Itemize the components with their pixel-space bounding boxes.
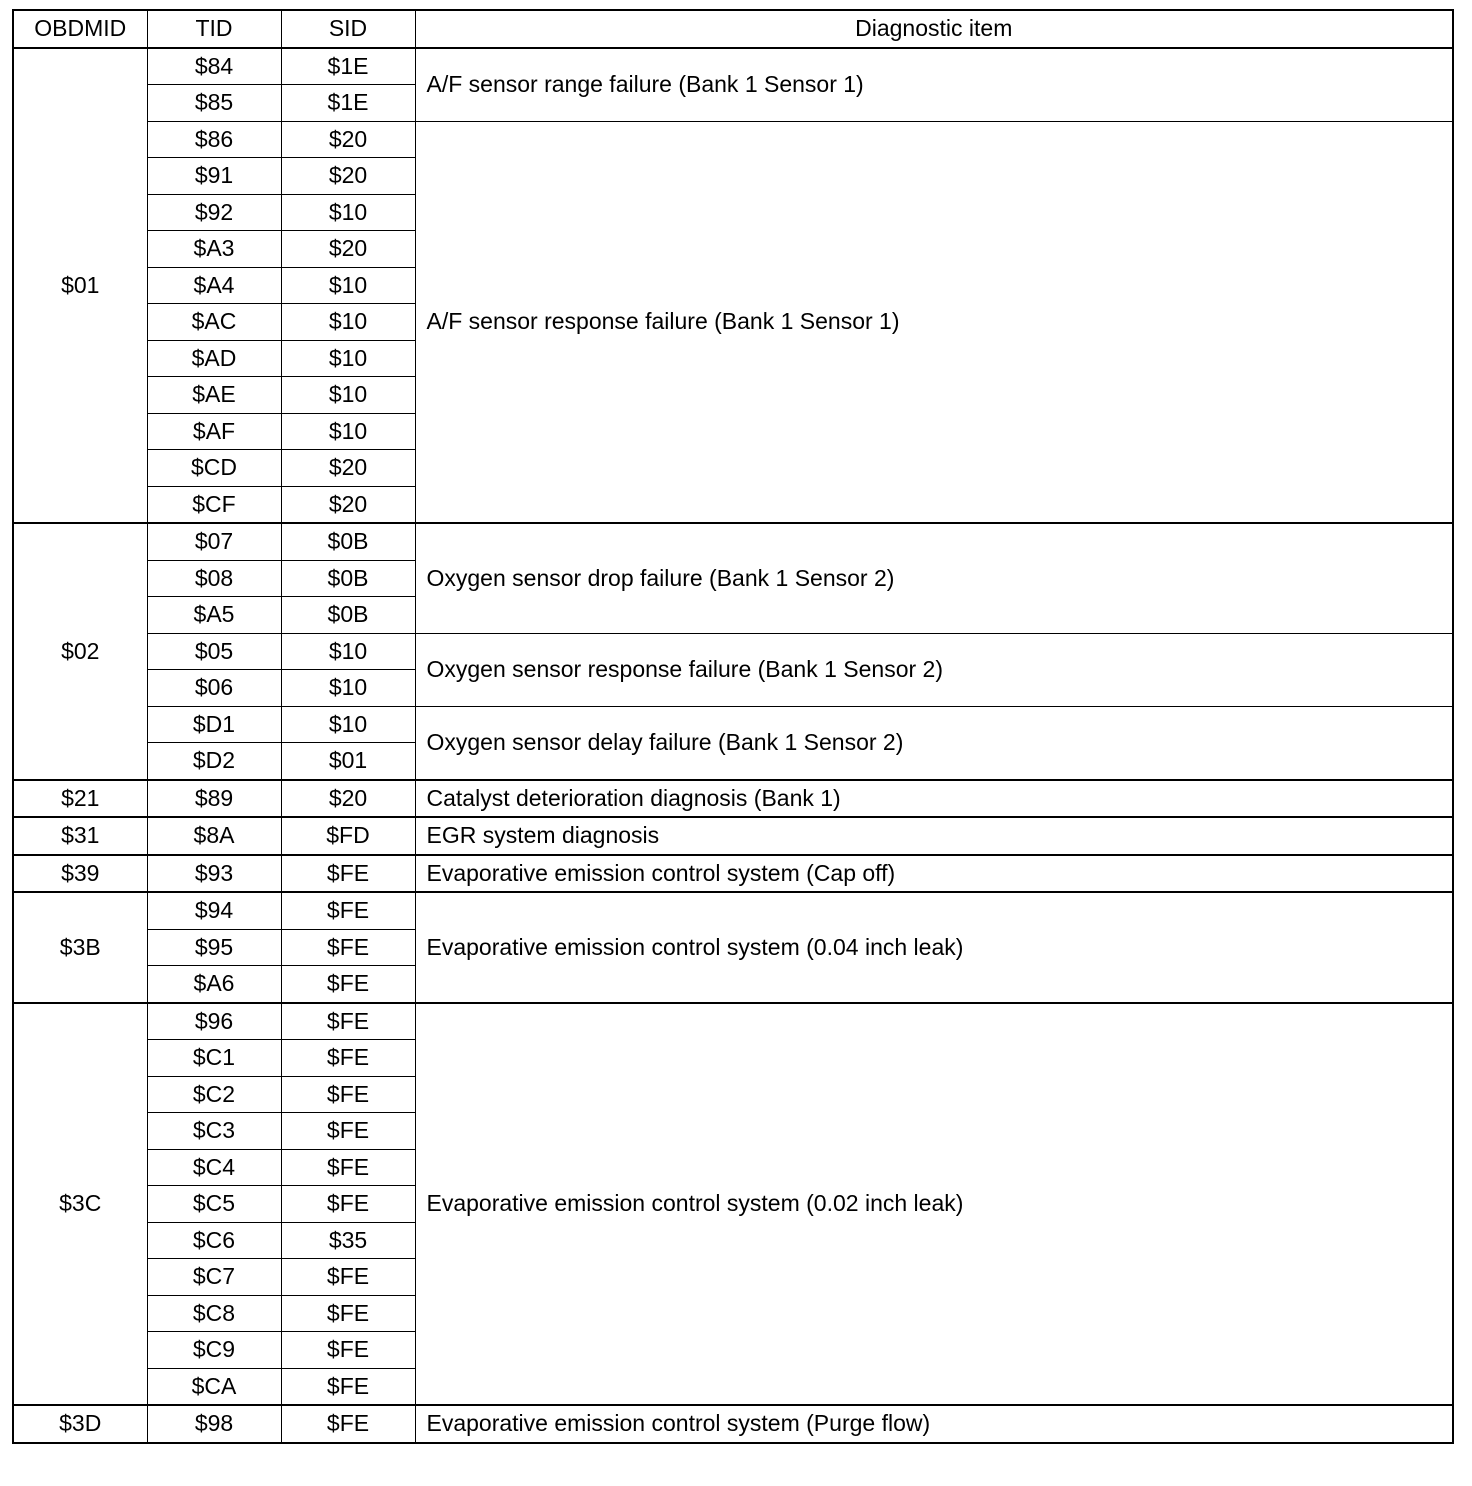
- diagnostic-item-cell: A/F sensor range failure (Bank 1 Sensor 1): [415, 48, 1453, 122]
- sid-cell: $10: [281, 706, 415, 743]
- table-row: [13, 523, 1453, 560]
- sid-cell: $FE: [281, 929, 415, 966]
- sid-cell: $10: [281, 194, 415, 231]
- sid-cell: $20: [281, 158, 415, 195]
- sid-cell: $20: [281, 450, 415, 487]
- sid-cell: $FE: [281, 1368, 415, 1405]
- tid-cell: $A3: [147, 231, 281, 268]
- sid-cell: $0B: [281, 597, 415, 634]
- sid-cell: $10: [281, 377, 415, 414]
- sid-cell: $1E: [281, 48, 415, 85]
- tid-cell: $C9: [147, 1332, 281, 1369]
- header-sid: SID: [281, 10, 415, 48]
- sid-cell: $FE: [281, 966, 415, 1003]
- tid-cell: $8A: [147, 817, 281, 855]
- table-row: [13, 1003, 1453, 1040]
- header-obdmid: OBDMID: [13, 10, 147, 48]
- obdmid-cell: $31: [13, 817, 147, 855]
- sid-cell: $0B: [281, 523, 415, 560]
- sid-cell: $10: [281, 633, 415, 670]
- tid-cell: $89: [147, 780, 281, 818]
- tid-cell: $AE: [147, 377, 281, 414]
- tid-cell: $07: [147, 523, 281, 560]
- tid-cell: $A5: [147, 597, 281, 634]
- table-row: [13, 892, 1453, 929]
- obdmid-cell: $3B: [13, 892, 147, 1003]
- tid-cell: $C3: [147, 1113, 281, 1150]
- sid-cell: $FE: [281, 1113, 415, 1150]
- tid-cell: $A6: [147, 966, 281, 1003]
- tid-cell: $CD: [147, 450, 281, 487]
- tid-cell: $96: [147, 1003, 281, 1040]
- diagnostic-item-cell: Evaporative emission control system (Cap off): [415, 855, 1453, 893]
- sid-cell: $10: [281, 413, 415, 450]
- diagnostic-item-cell: Evaporative emission control system (0.04 inch leak): [415, 892, 1453, 1003]
- tid-cell: $D1: [147, 706, 281, 743]
- sid-cell: $20: [281, 780, 415, 818]
- obdmid-cell: $02: [13, 523, 147, 780]
- tid-cell: $95: [147, 929, 281, 966]
- tid-cell: $86: [147, 121, 281, 158]
- sid-cell: $FE: [281, 892, 415, 929]
- obdmid-cell: $01: [13, 48, 147, 524]
- table-row: [13, 855, 1453, 893]
- diagnostic-item-cell: Oxygen sensor drop failure (Bank 1 Sensor 2): [415, 523, 1453, 633]
- sid-cell: $0B: [281, 560, 415, 597]
- sid-cell: $20: [281, 486, 415, 523]
- table-row: [13, 121, 1453, 158]
- tid-cell: $AD: [147, 340, 281, 377]
- obdmid-cell: $3D: [13, 1405, 147, 1443]
- tid-cell: $C5: [147, 1186, 281, 1223]
- sid-cell: $FE: [281, 1332, 415, 1369]
- tid-cell: $94: [147, 892, 281, 929]
- sid-cell: $FE: [281, 855, 415, 893]
- table-row: [13, 48, 1453, 85]
- tid-cell: $C6: [147, 1222, 281, 1259]
- header-tid: TID: [147, 10, 281, 48]
- sid-cell: $FE: [281, 1259, 415, 1296]
- sid-cell: $10: [281, 670, 415, 707]
- tid-cell: $CF: [147, 486, 281, 523]
- tid-cell: $AC: [147, 304, 281, 341]
- table-row: [13, 817, 1453, 855]
- tid-cell: $A4: [147, 267, 281, 304]
- sid-cell: $FE: [281, 1076, 415, 1113]
- tid-cell: $C1: [147, 1040, 281, 1077]
- table-row: [13, 706, 1453, 743]
- sid-cell: $FE: [281, 1405, 415, 1443]
- diagnostic-item-cell: Evaporative emission control system (Purge flow): [415, 1405, 1453, 1443]
- sid-cell: $FE: [281, 1186, 415, 1223]
- header-diagnostic-item: Diagnostic item: [415, 10, 1453, 48]
- diagnostic-item-cell: A/F sensor response failure (Bank 1 Sensor 1): [415, 121, 1453, 523]
- sid-cell: $FE: [281, 1295, 415, 1332]
- sid-cell: $1E: [281, 85, 415, 122]
- header-row: [13, 10, 1453, 48]
- sid-cell: $20: [281, 231, 415, 268]
- obdmid-cell: $3C: [13, 1003, 147, 1406]
- obdmid-cell: $39: [13, 855, 147, 893]
- tid-cell: $05: [147, 633, 281, 670]
- obdmid-cell: $21: [13, 780, 147, 818]
- tid-cell: $D2: [147, 743, 281, 780]
- tid-cell: $08: [147, 560, 281, 597]
- table-body: [13, 48, 1453, 1443]
- diagnostic-item-cell: Oxygen sensor delay failure (Bank 1 Sensor 2): [415, 706, 1453, 780]
- tid-cell: $98: [147, 1405, 281, 1443]
- diagnostic-item-cell: Oxygen sensor response failure (Bank 1 Sensor 2): [415, 633, 1453, 706]
- tid-cell: $85: [147, 85, 281, 122]
- tid-cell: $06: [147, 670, 281, 707]
- sid-cell: $10: [281, 340, 415, 377]
- tid-cell: $C7: [147, 1259, 281, 1296]
- table-row: [13, 633, 1453, 670]
- sid-cell: $FE: [281, 1040, 415, 1077]
- sid-cell: $01: [281, 743, 415, 780]
- tid-cell: $93: [147, 855, 281, 893]
- sid-cell: $FE: [281, 1149, 415, 1186]
- table-row: [13, 780, 1453, 818]
- sid-cell: $FE: [281, 1003, 415, 1040]
- tid-cell: $CA: [147, 1368, 281, 1405]
- sid-cell: $10: [281, 304, 415, 341]
- sid-cell: $10: [281, 267, 415, 304]
- table-row: [13, 1405, 1453, 1443]
- diagnostic-item-cell: EGR system diagnosis: [415, 817, 1453, 855]
- obd-diagnostic-table: [12, 9, 1454, 1444]
- sid-cell: $FD: [281, 817, 415, 855]
- tid-cell: $C8: [147, 1295, 281, 1332]
- tid-cell: $84: [147, 48, 281, 85]
- diagnostic-item-cell: Evaporative emission control system (0.02 inch leak): [415, 1003, 1453, 1406]
- sid-cell: $35: [281, 1222, 415, 1259]
- tid-cell: $C4: [147, 1149, 281, 1186]
- tid-cell: $92: [147, 194, 281, 231]
- sid-cell: $20: [281, 121, 415, 158]
- diagnostic-item-cell: Catalyst deterioration diagnosis (Bank 1): [415, 780, 1453, 818]
- tid-cell: $91: [147, 158, 281, 195]
- tid-cell: $C2: [147, 1076, 281, 1113]
- tid-cell: $AF: [147, 413, 281, 450]
